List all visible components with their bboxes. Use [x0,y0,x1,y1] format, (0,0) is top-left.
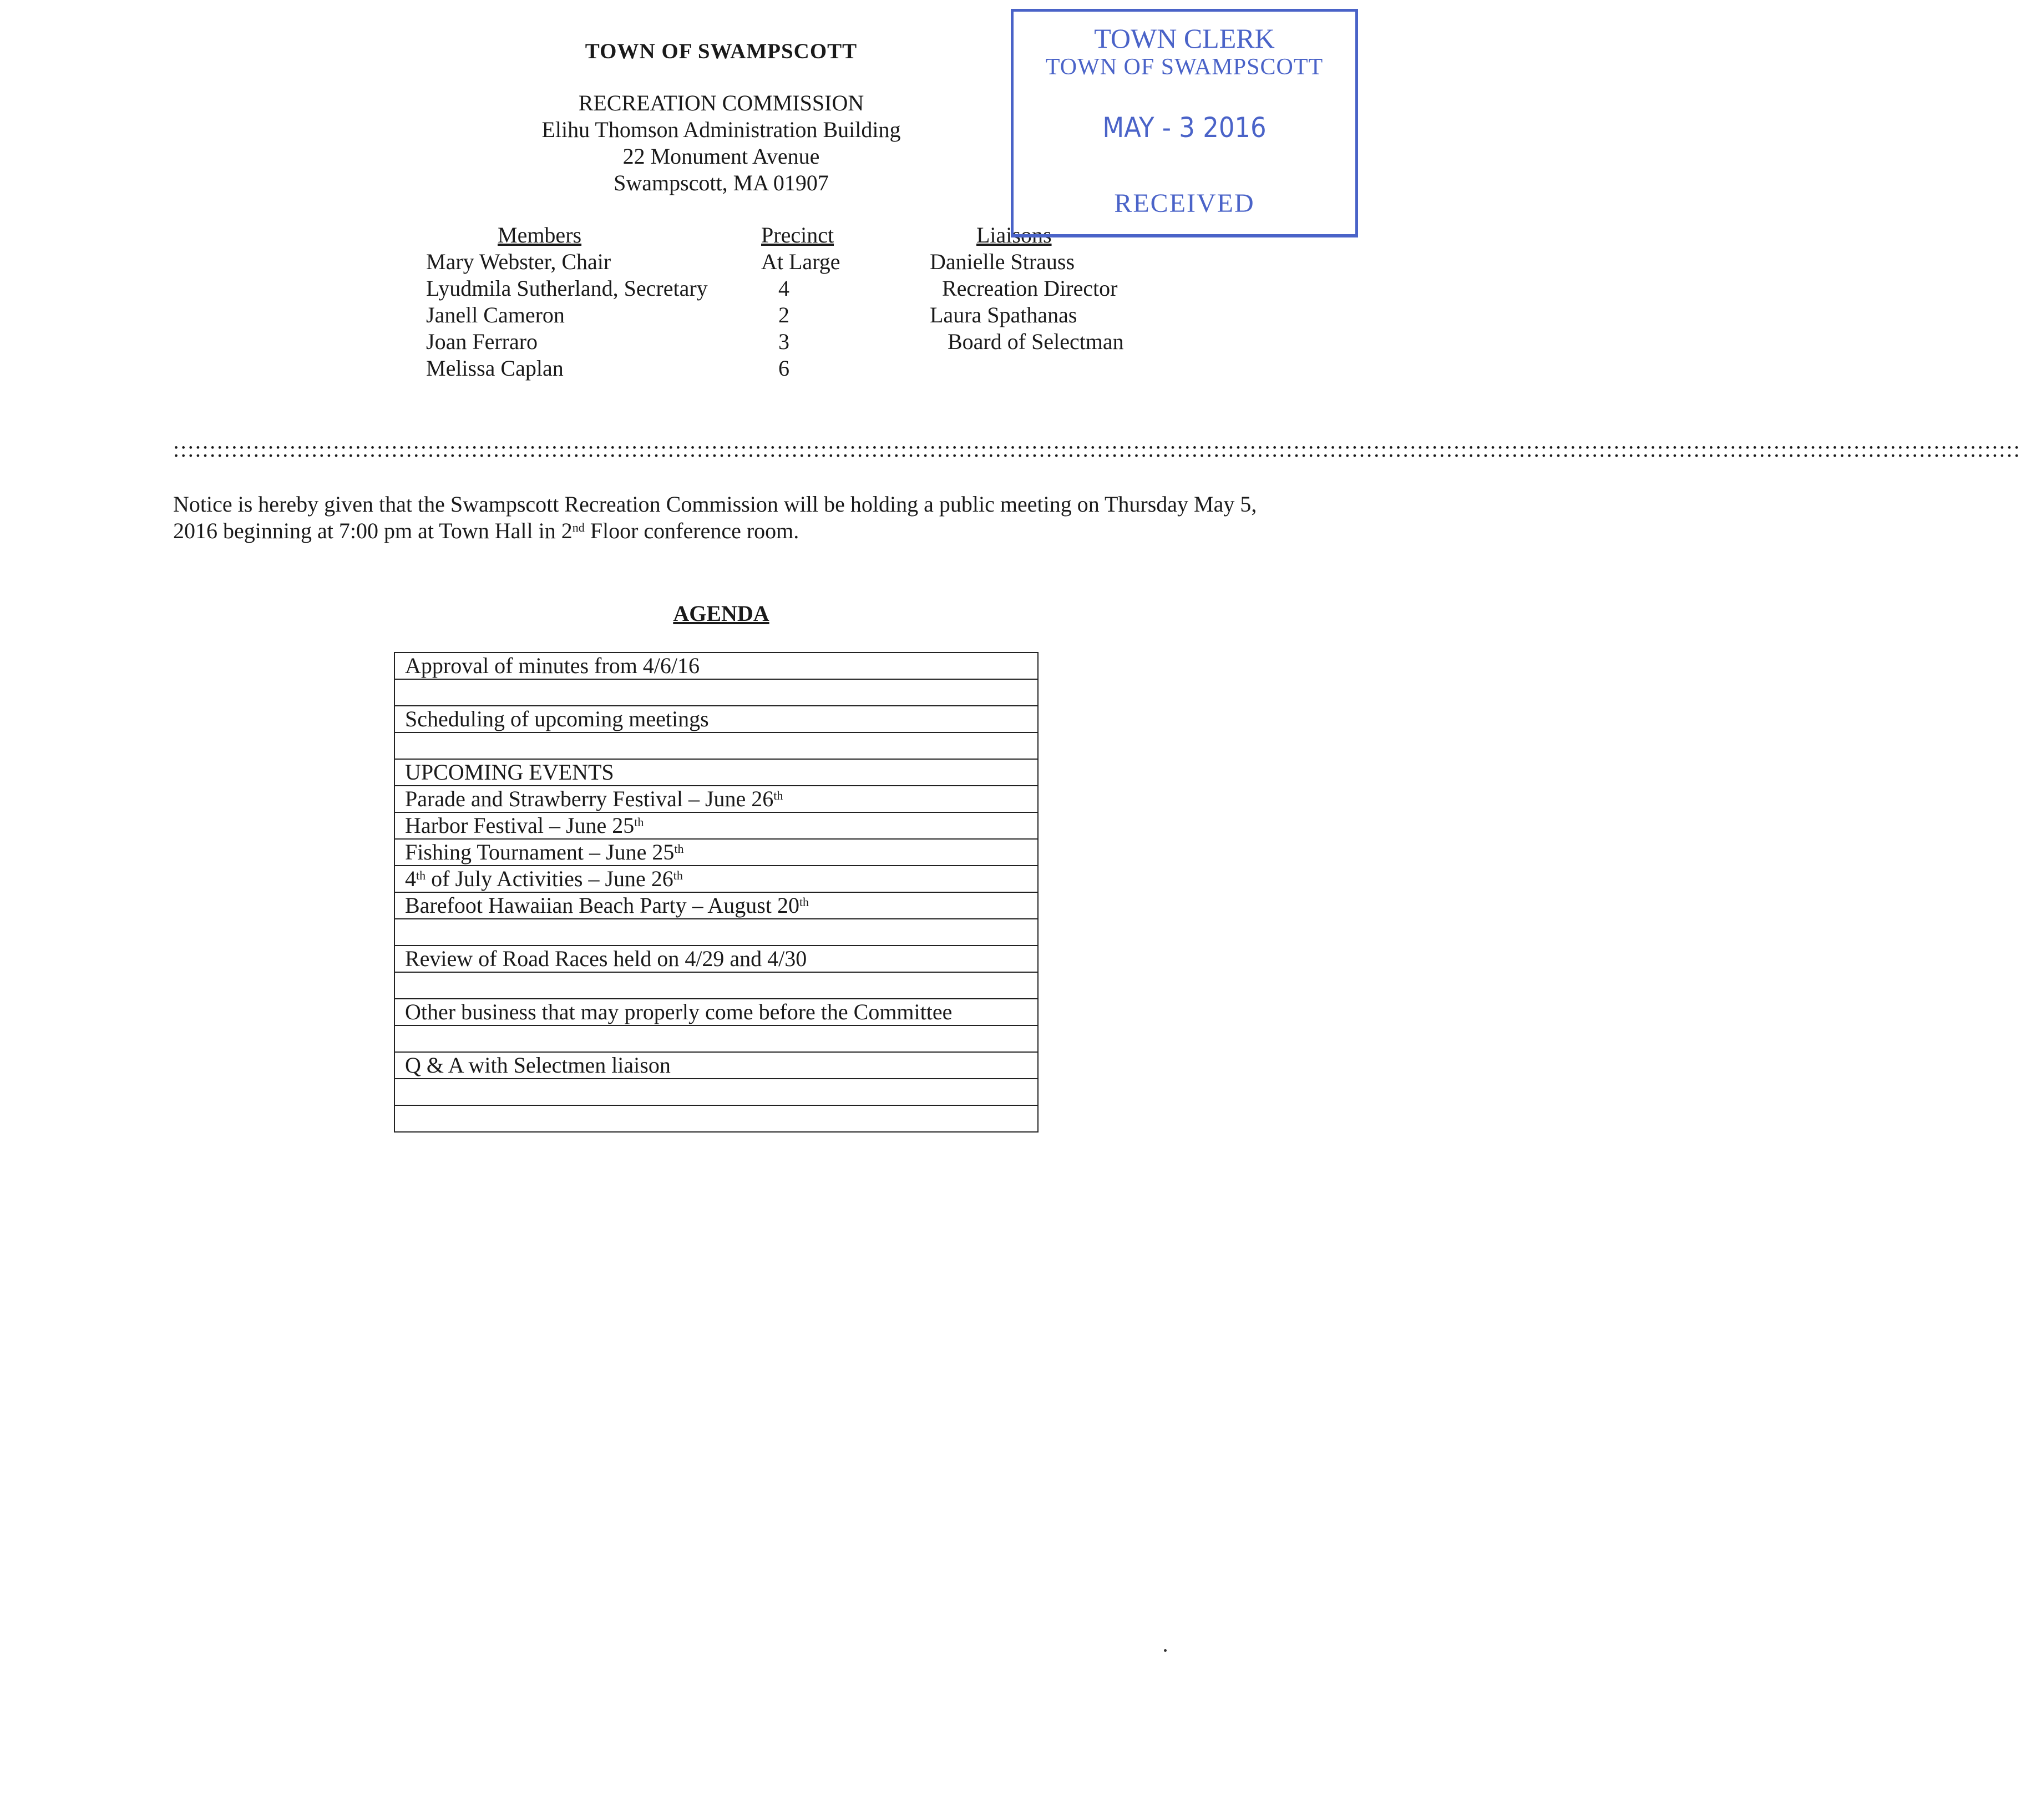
table-row [394,866,1038,892]
table-row [394,919,1038,946]
agenda-blank-row [394,732,1038,759]
agenda-item: Parade and Strawberry Festival – June 26th [394,786,1038,812]
member-precinct: At Large [761,249,840,274]
agenda-item: Scheduling of upcoming meetings [394,706,1038,732]
agenda-item: Q & A with Selectmen liaison [394,1052,1038,1079]
agenda-blank-row [394,1025,1038,1052]
building-name: Elihu Thomson Administration Building [541,117,901,142]
notice-text-end: Floor conference room. [584,518,799,543]
table-row [394,812,1038,839]
member-name: Joan Ferraro [426,329,538,354]
agenda-table [394,652,1039,1133]
dotted-separator: :::::::::::::::::::::::::::::::::::::::::::::::::::::::::::::::::::::::::::::::::::::::::::::::::::::::::::::::::::::::::::::::::::::::::::::::::::::::::::::::::::::::::::::::::::::::::::::::::::::::::::::::::::::::::::::::::::::::::::::::::::::::::::::: [173,437,2021,462]
member-name: Mary Webster, Chair [426,249,611,274]
agenda-item: Review of Road Races held on 4/29 and 4/30 [394,946,1038,972]
member-precinct: 2 [778,302,789,327]
stamp-line-clerk: TOWN CLERK [1094,23,1275,54]
city-address: Swampscott, MA 01907 [614,170,829,195]
notice-text: Notice is hereby given that the Swampscott Recreation Commission will be holding a public meeting on Thursday May 5, 2016 beginning at 7:00 pm at Town Hall in 2 [173,492,1257,543]
table-row [394,706,1038,732]
agenda-item: UPCOMING EVENTS [394,759,1038,786]
member-precinct: 6 [778,356,789,381]
table-row [394,946,1038,972]
table-row [394,892,1038,919]
table-row [394,1052,1038,1079]
members-header: Members [498,223,582,247]
notice-superscript: nd [572,520,585,534]
agenda-heading: AGENDA [673,601,769,626]
table-row [394,679,1038,706]
liaison-name: Laura Spathanas [930,302,1077,327]
scan-speck [1164,1649,1167,1652]
agenda-item: Barefoot Hawaiian Beach Party – August 20th [394,892,1038,919]
meeting-notice [173,491,1260,544]
member-precinct: 4 [778,276,789,301]
table-row [394,999,1038,1025]
liaisons-header: Liaisons [976,223,1052,247]
member-precinct: 3 [778,329,789,354]
table-row [394,1105,1038,1132]
member-name: Janell Cameron [426,302,565,327]
stamp-line-town: TOWN OF SWAMPSCOTT [1045,54,1324,80]
member-name: Melissa Caplan [426,356,564,381]
table-row [394,759,1038,786]
table-row [394,1025,1038,1052]
agenda-item: Harbor Festival – June 25th [394,812,1038,839]
received-stamp [1011,9,1358,237]
table-row [394,1079,1038,1105]
commission-name: RECREATION COMMISSION [578,90,864,115]
stamp-status: RECEIVED [1114,189,1255,218]
agenda-blank-row [394,1105,1038,1132]
document-title: TOWN OF SWAMPSCOTT [585,39,858,63]
liaison-role: Board of Selectman [948,329,1124,354]
liaison-name: Danielle Strauss [930,249,1075,274]
table-row [394,839,1038,866]
agenda-blank-row [394,1079,1038,1105]
precinct-header: Precinct [761,223,834,247]
table-row [394,786,1038,812]
table-row [394,972,1038,999]
agenda-item: Other business that may properly come before the Committee [394,999,1038,1025]
agenda-item: Approval of minutes from 4/6/16 [394,653,1038,679]
agenda-item: Fishing Tournament – June 25th [394,839,1038,866]
stamp-date: MAY - 3 2016 [1102,112,1267,144]
agenda-blank-row [394,972,1038,999]
table-row [394,653,1038,679]
agenda-item: 4th of July Activities – June 26th [394,866,1038,892]
liaison-role: Recreation Director [942,276,1118,301]
table-row [394,732,1038,759]
street-address: 22 Monument Avenue [622,144,820,169]
agenda-blank-row [394,679,1038,706]
member-name: Lyudmila Sutherland, Secretary [426,276,708,301]
agenda-blank-row [394,919,1038,946]
